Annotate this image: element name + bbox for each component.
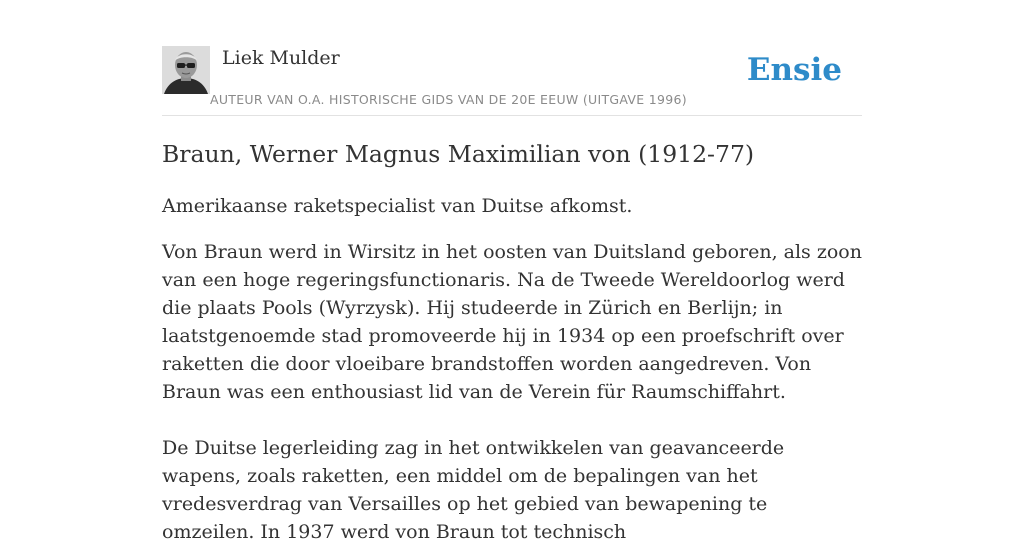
header-divider	[162, 115, 862, 116]
ensie-logo[interactable]: Ensie	[746, 52, 842, 88]
author-bio: AUTEUR VAN O.A. HISTORISCHE GIDS VAN DE 20E EEUW (UITGAVE 1996)	[210, 92, 687, 107]
author-name[interactable]: Liek Mulder	[222, 47, 340, 69]
avatar[interactable]	[162, 46, 210, 94]
article	[162, 138, 862, 546]
author-header	[162, 46, 862, 116]
article-lead: Amerikaanse raketspecialist van Duitse afkomst.	[162, 195, 633, 217]
article-title: Braun, Werner Magnus Maximilian von (1912-77)	[162, 140, 755, 168]
author-portrait	[162, 46, 210, 94]
article-paragraph: De Duitse legerleiding zag in het ontwikkelen van geavanceerde wapens, zoals raketten, een middel om de bepalingen van het vredesverdrag van Versailles op het gebied van bewapening te omzeilen. In 1937 werd von Braun tot technisch	[162, 437, 785, 543]
article-paragraph: Von Braun werd in Wirsitz in het oosten van Duitsland geboren, als zoon van een hoge regeringsfunctionaris. Na de Tweede Wereldoorlog werd die plaats Pools (Wyrzysk). Hij studeerde in Zürich en Berlijn; in laatstgenoemde stad promoveerde hij in 1934 op een proefschrift over raketten die door vloeibare brandstoffen worden aangedreven. Von Braun was een enthousiast lid van de Verein für Raumschiffahrt.	[162, 241, 862, 403]
